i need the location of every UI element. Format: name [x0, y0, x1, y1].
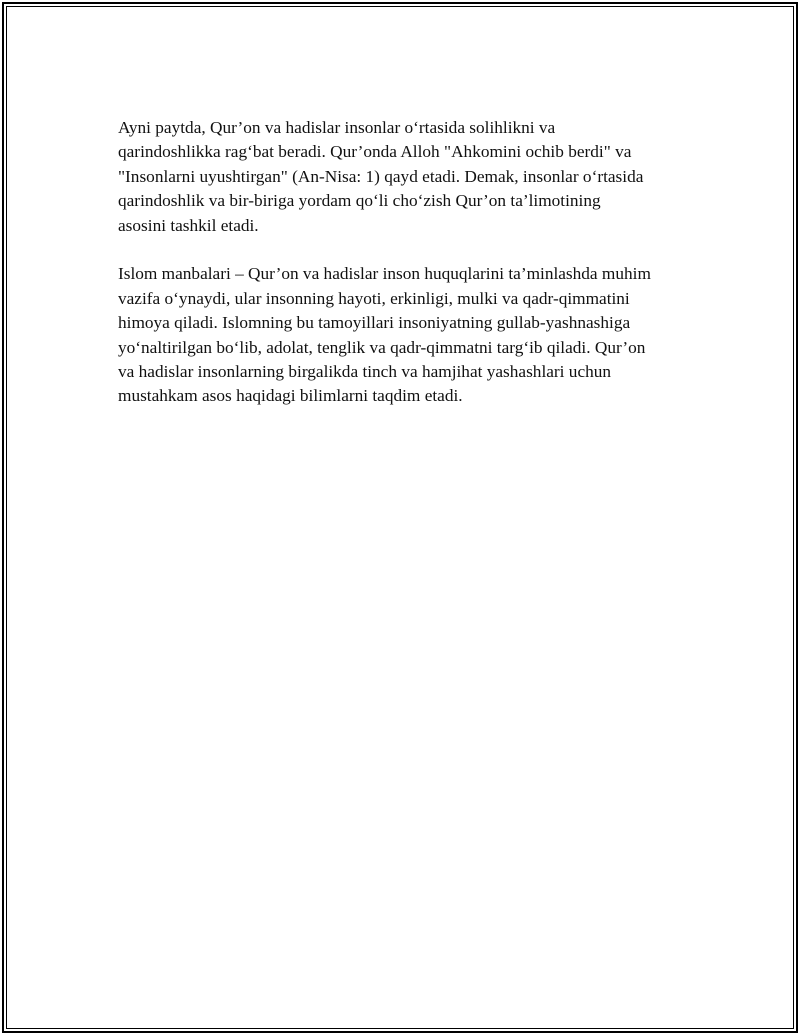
text-line: mustahkam asos haqidagi bilimlarni taqdim etadi. — [118, 386, 463, 406]
text-line: yo‘naltirilgan bo‘lib, adolat, tenglik va qadr-qimmatni targ‘ib qiladi. Qur’on — [118, 337, 646, 357]
text-line: Ayni paytda, Qur’on va hadislar insonlar o‘rtasida solihlikni va — [118, 118, 556, 137]
text-line: qarindoshlik va bir-biriga yordam qo‘li cho‘zish Qur’on ta’limotining — [118, 191, 601, 211]
document-body — [118, 116, 698, 409]
text-line: qarindoshlikka rag‘bat beradi. Qur’onda Alloh "Ahkomini ochib berdi" va — [118, 142, 632, 162]
text-line: "Insonlarni uyushtirgan" (An-Nisa: 1) qayd etadi. Demak, insonlar o‘rtasida — [118, 166, 644, 186]
text-line: vazifa o‘ynaydi, ular insonning hayoti, erkinligi, mulki va qadr-qimmatini — [118, 288, 630, 308]
text-line: asosini tashkil etadi. — [118, 215, 259, 235]
text-line: va hadislar insonlarning birgalikda tinch va hamjihat yashashlari uchun — [118, 362, 612, 382]
paragraph-2 — [118, 262, 698, 408]
paragraph-1 — [118, 116, 698, 238]
text-line: Islom manbalari – Qur’on va hadislar inson huquqlarini ta’minlashda muhim — [118, 264, 651, 284]
text-line: himoya qiladi. Islomning bu tamoyillari insoniyatning gullab-yashnashiga — [118, 313, 631, 333]
